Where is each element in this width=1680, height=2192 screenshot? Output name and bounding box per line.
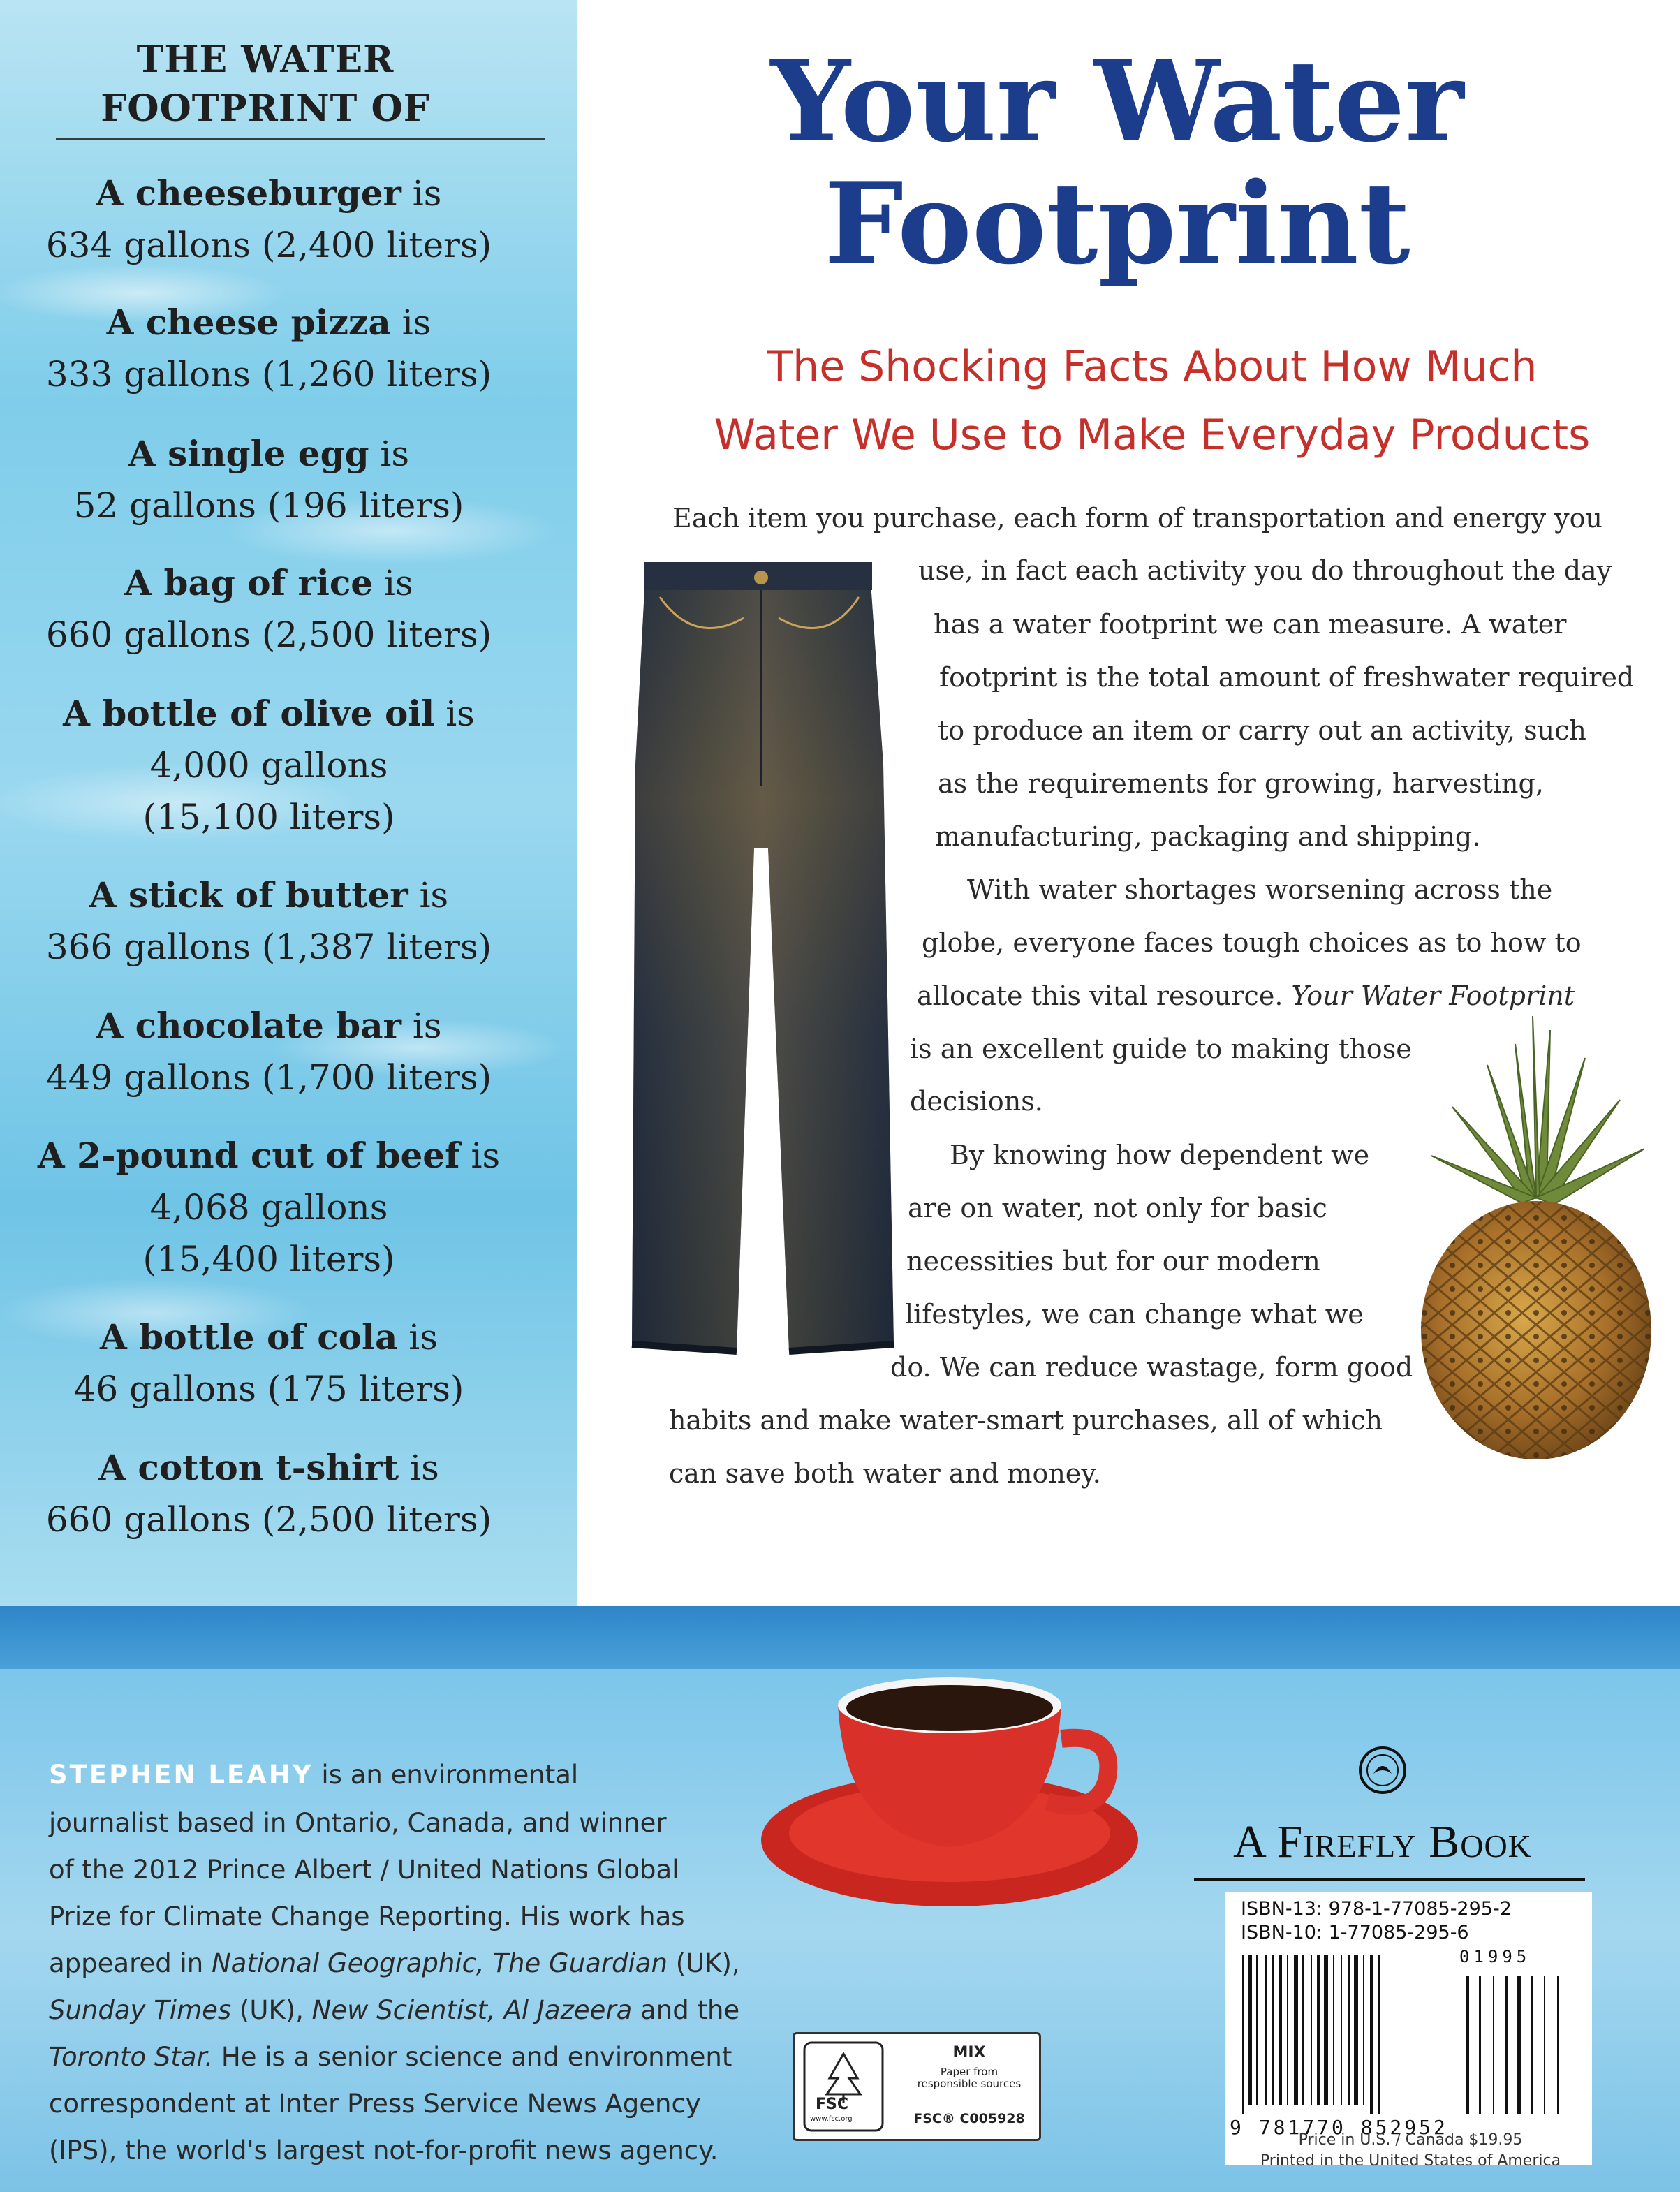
fact-amount: 634 gallons (2,400 liters)	[45, 225, 492, 265]
fact-item	[0, 168, 538, 271]
fact-item-name: A cotton t-shirt	[98, 1447, 399, 1488]
jeans-image	[618, 555, 911, 1358]
subtitle-line1: The Shocking Facts About How Much	[767, 342, 1538, 391]
fact-item-name: A cheese pizza	[106, 302, 391, 343]
fact-verb: is	[401, 173, 442, 214]
author-bio-line: journalist based in Ontario, Canada, and winner	[49, 1808, 667, 1838]
fact-verb: is	[399, 1448, 439, 1488]
fact-amount-liters: (15,100 liters)	[142, 797, 395, 837]
fsc-website: www.fsc.org	[810, 2115, 853, 2123]
fact-verb: is	[390, 302, 432, 343]
fact-verb: is	[401, 1006, 442, 1046]
bio-text-span: is an environmental	[313, 1760, 579, 1790]
bio-text-span: (UK),	[231, 1995, 312, 2025]
fact-item	[0, 428, 538, 531]
fact-item	[0, 297, 538, 400]
fact-item-name: A chocolate bar	[96, 1005, 401, 1046]
fact-item-name: A 2-pound cut of beef	[37, 1135, 460, 1176]
bio-text-span: He is a senior science and environment	[213, 2042, 732, 2072]
barcode-addon-bar	[1544, 1976, 1545, 2114]
fsc-paper-source	[906, 2066, 1032, 2090]
fact-amount-liters: (15,400 liters)	[142, 1239, 395, 1279]
author-bio-line: correspondent at Inter Press Service News Agency	[49, 2089, 701, 2119]
author-bio-line	[49, 2042, 732, 2072]
body-text-line: has a water footprint we can measure. A water	[934, 609, 1567, 640]
fact-item-name: A cheeseburger	[96, 172, 401, 214]
fact-amount: 449 gallons (1,700 liters)	[45, 1057, 492, 1098]
body-text-line: to produce an item or carry out an activity, such	[938, 715, 1586, 746]
bio-text-span: appeared in	[49, 1948, 212, 1978]
fact-item	[0, 1000, 538, 1103]
panel-heading-line1: THE WATER	[136, 38, 395, 81]
barcode-bar	[1333, 1955, 1334, 2105]
fact-item	[0, 1442, 538, 1545]
body-text-line: manufacturing, packaging and shipping.	[935, 821, 1481, 852]
barcode-bar	[1378, 1955, 1380, 2114]
fsc-label: FSC	[816, 2096, 849, 2113]
barcode-bar	[1363, 1955, 1364, 2105]
author-bio-line: Prize for Climate Change Reporting. His work has	[49, 1902, 685, 1932]
barcode-panel	[1225, 1892, 1592, 2165]
barcode-addon-bar	[1505, 1976, 1508, 2114]
pineapple-image	[1410, 1016, 1662, 1463]
fact-item	[0, 688, 538, 843]
bio-text-span: (UK),	[667, 1948, 740, 1978]
body-text-line: globe, everyone faces tough choices as to how to	[922, 927, 1582, 958]
barcode-bar	[1341, 1955, 1342, 2105]
publication-names: Sunday Times	[49, 1995, 232, 2025]
fact-item	[0, 869, 538, 973]
fact-item-name: A bottle of cola	[100, 1316, 398, 1358]
publisher-logo-icon	[1358, 1746, 1407, 1795]
barcode-addon-bar	[1479, 1976, 1481, 2114]
fact-item-name: A bag of rice	[124, 562, 374, 603]
barcode-bar	[1324, 1955, 1328, 2105]
barcode-bar	[1256, 1955, 1258, 2105]
book-title-reference: Your Water Footprint	[1291, 980, 1575, 1011]
body-text-line: With water shortages worsening across the	[967, 874, 1553, 905]
body-text-line: Each item you purchase, each form of transportation and energy you	[672, 503, 1602, 534]
barcode-addon-bar	[1531, 1976, 1533, 2114]
isbn-13: ISBN-13: 978-1-77085-295-2	[1241, 1898, 1512, 1920]
barcode-image	[1232, 1955, 1585, 2116]
body-text-line: By knowing how dependent we	[950, 1140, 1370, 1170]
book-title-line1: Your Water	[770, 36, 1464, 167]
author-bio-line: of the 2012 Prince Albert / United Nations Global	[49, 1855, 679, 1885]
fsc-mix: MIX	[952, 2044, 986, 2061]
barcode-number: 9 781770 852952	[1230, 2116, 1448, 2139]
barcode-addon-number: 01995	[1459, 1947, 1531, 1966]
barcode-bar	[1279, 1955, 1282, 2105]
barcode-bar	[1287, 1955, 1288, 2105]
body-text-line: is an excellent guide to making those	[910, 1034, 1412, 1064]
body-text-line: as the requirements for growing, harvesting,	[938, 768, 1544, 799]
heading-divider	[56, 138, 545, 140]
author-bio-line	[49, 1995, 739, 2025]
body-text-line: can save both water and money.	[669, 1458, 1101, 1489]
fsc-paper-line: Paper from	[940, 2066, 999, 2078]
panel-heading-line2: FOOTPRINT OF	[101, 87, 430, 130]
fact-amount: 52 gallons (196 liters)	[73, 485, 464, 526]
barcode-addon-bar	[1517, 1976, 1521, 2114]
author-bio-line: (IPS), the world's largest not-for-profit news agency.	[49, 2135, 719, 2165]
barcode-bar	[1248, 1955, 1252, 2105]
publication-names: New Scientist, Al Jazeera	[311, 1995, 633, 2025]
body-text-line: lifestyles, we can change what we	[905, 1299, 1364, 1330]
fact-amount: 660 gallons (2,500 liters)	[45, 1499, 492, 1540]
book-title-line2: Footprint	[824, 158, 1410, 289]
body-text-line	[917, 980, 1575, 1011]
barcode-bar	[1348, 1955, 1350, 2105]
fact-amount: 660 gallons (2,500 liters)	[45, 615, 492, 655]
barcode-bar	[1272, 1955, 1274, 2105]
body-text-span: allocate this vital resource.	[917, 980, 1292, 1011]
body-text-line: footprint is the total amount of freshwater required	[939, 662, 1635, 693]
body-text-line: habits and make water-smart purchases, all of which	[669, 1405, 1383, 1436]
isbn-10: ISBN-10: 1-77085-295-6	[1241, 1922, 1469, 1943]
bio-text-span: and the	[632, 1995, 740, 2025]
body-text-line: necessities but for our modern	[906, 1246, 1320, 1277]
fsc-code: FSC® C005928	[913, 2111, 1025, 2126]
fact-verb: is	[373, 563, 413, 603]
price-text: Price in U.S. / Canada $19.95	[1298, 2131, 1523, 2149]
fsc-certification-box	[793, 2032, 1041, 2141]
barcode-bar	[1242, 1955, 1244, 2114]
publisher-divider	[1194, 1878, 1585, 1881]
publisher-name: A Firefly Book	[1233, 1816, 1532, 1867]
printed-in-text: Printed in the United States of America	[1260, 2152, 1561, 2170]
fact-amount: 333 gallons (1,260 liters)	[45, 354, 492, 395]
barcode-bar	[1311, 1955, 1312, 2105]
body-text-line: do. We can reduce wastage, form good	[890, 1352, 1413, 1383]
fact-verb: is	[408, 875, 449, 915]
fact-verb: is	[397, 1317, 438, 1358]
fact-verb: is	[459, 1135, 501, 1176]
fact-item	[0, 557, 538, 661]
fact-item	[0, 1130, 538, 1285]
fact-item	[0, 1311, 538, 1415]
coffee-cup-image	[754, 1662, 1145, 1913]
publication-names: National Geographic, The Guardian	[211, 1948, 668, 1978]
barcode-addon-bar	[1557, 1976, 1559, 2114]
publication-names: Toronto Star.	[49, 2042, 214, 2072]
fact-verb: is	[369, 434, 410, 474]
fact-item-name: A bottle of olive oil	[63, 693, 435, 734]
barcode-bar	[1317, 1955, 1320, 2105]
fact-amount: 4,068 gallons	[149, 1187, 388, 1228]
fsc-paper-line: responsible sources	[917, 2077, 1022, 2090]
barcode-bar	[1370, 1955, 1373, 2114]
author-name: STEPHEN LEAHY	[49, 1760, 314, 1790]
body-text-line: use, in fact each activity you do throughout the day	[918, 555, 1612, 586]
subtitle-line2: Water We Use to Make Everyday Products	[714, 411, 1591, 459]
fact-amount: 46 gallons (175 liters)	[73, 1369, 464, 1409]
author-bio-line	[49, 1760, 578, 1790]
fact-verb: is	[434, 693, 475, 734]
fact-amount: 366 gallons (1,387 liters)	[45, 927, 492, 967]
barcode-bar	[1302, 1955, 1304, 2105]
barcode-bar	[1265, 1955, 1267, 2105]
bottom-band-stripe	[0, 1606, 1680, 1669]
body-text-line: decisions.	[910, 1086, 1043, 1117]
fact-amount: 4,000 gallons	[149, 745, 388, 786]
fact-item-name: A stick of butter	[89, 874, 408, 915]
author-bio-line	[49, 1948, 740, 1978]
barcode-bar	[1294, 1955, 1298, 2105]
water-footprint-panel	[0, 0, 577, 1606]
barcode-addon-bar	[1493, 1976, 1494, 2114]
fact-item-name: A single egg	[128, 433, 369, 474]
barcode-bar	[1354, 1955, 1358, 2105]
body-text-line: are on water, not only for basic	[908, 1193, 1327, 1223]
barcode-addon-bar	[1466, 1976, 1469, 2114]
